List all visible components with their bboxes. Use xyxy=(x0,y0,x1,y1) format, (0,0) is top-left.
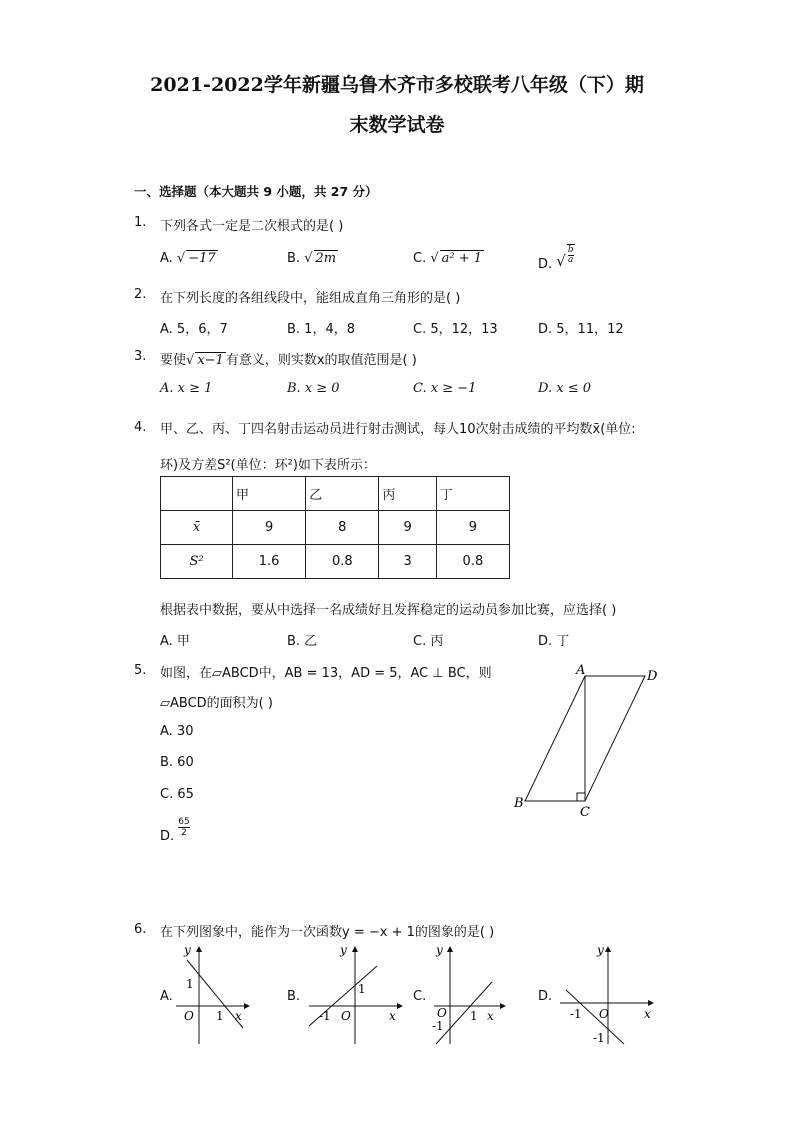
q1-a-label: A. xyxy=(160,251,173,266)
q1-number: 1. xyxy=(134,215,147,230)
graph-b xyxy=(305,938,405,1048)
q1-d-fraction xyxy=(567,244,575,265)
q1-d-label: D. xyxy=(538,257,553,272)
q1-c-label: C. xyxy=(413,251,427,266)
x-axis-label: x xyxy=(487,1009,494,1023)
radical-sign: √ xyxy=(430,251,439,266)
q5-number: 5. xyxy=(134,663,147,678)
tick-label: -1 xyxy=(570,1007,582,1021)
q5-d-fraction xyxy=(178,817,189,838)
table-cell: 0.8 xyxy=(306,545,379,579)
y-axis-arrow xyxy=(605,946,611,952)
table-header-cell: 乙 xyxy=(306,477,379,511)
x-axis-label: x xyxy=(389,1009,396,1023)
tick-label: 1 xyxy=(358,982,366,996)
q1-option-a xyxy=(160,250,218,266)
q4-stem-line2: 环)及方差S²(单位：环²)如下表所示： xyxy=(160,458,376,473)
tick-label: -1 xyxy=(593,1031,605,1045)
q3-option-b: B. x ≥ 0 xyxy=(287,381,340,396)
q2-stem: 在下列长度的各组线段中，能组成直角三角形的是( ) xyxy=(160,291,461,306)
y-axis-arrow xyxy=(352,946,358,952)
q1-b-radicand: 2m xyxy=(315,251,337,266)
origin-label: O xyxy=(437,1006,447,1020)
q3-radicand: x−1 xyxy=(197,353,224,368)
vertex-label-b: B xyxy=(514,796,524,811)
q6-option-b-label: B. xyxy=(287,989,301,1004)
q1-c-radicand: a² + 1 xyxy=(441,251,483,266)
table-cell: 3 xyxy=(379,545,436,579)
table-cell: 9 xyxy=(379,511,436,545)
graph-c xyxy=(430,938,510,1048)
parallelogram-figure xyxy=(505,660,675,820)
vertex-label-d: D xyxy=(647,669,658,684)
tick-label: -1 xyxy=(432,1019,444,1033)
q5-d-denominator: 2 xyxy=(181,828,187,838)
tick-label: 1 xyxy=(216,1009,224,1023)
x-axis-label: x xyxy=(235,1009,242,1023)
q3-stem-pre: 要使 xyxy=(160,353,187,368)
q4-option-d: D. 丁 xyxy=(538,634,570,649)
q1-a-radicand: −17 xyxy=(188,251,216,266)
table-cell: 9 xyxy=(233,511,306,545)
q6-option-c-label: C. xyxy=(413,989,427,1004)
table-row-label: x̄ xyxy=(161,511,233,545)
table-cell: 9 xyxy=(436,511,509,545)
table-header-row xyxy=(161,477,510,511)
q4-option-a: A. 甲 xyxy=(160,634,190,649)
q1-option-b xyxy=(287,250,338,266)
x-axis-arrow xyxy=(500,1003,506,1009)
tick-label: -1 xyxy=(319,1009,331,1023)
q3-number: 3. xyxy=(134,349,147,364)
origin-label: O xyxy=(599,1007,609,1021)
graph-d xyxy=(556,938,656,1048)
y-axis-arrow xyxy=(196,946,202,952)
origin-label: O xyxy=(341,1009,351,1023)
x-axis-arrow xyxy=(397,1003,403,1009)
q1-stem: 下列各式一定是二次根式的是( ) xyxy=(160,219,344,234)
q4-option-b: B. 乙 xyxy=(287,634,318,649)
q2-number: 2. xyxy=(134,287,147,302)
y-axis-label: y xyxy=(184,943,191,957)
radical-sign: √ xyxy=(304,251,313,266)
page-title: 2021-2022学年新疆乌鲁木齐市多校联考八年级（下）期 xyxy=(150,74,644,96)
q5-stem-line2: ▱ABCD的面积为( ) xyxy=(160,696,273,711)
y-axis-label: y xyxy=(597,943,604,957)
q1-d-numerator: b xyxy=(567,245,574,255)
q3-stem xyxy=(160,349,417,368)
y-axis-arrow xyxy=(447,946,453,952)
table-cell: 1.6 xyxy=(233,545,306,579)
q5-d-numerator: 65 xyxy=(178,817,190,827)
x-axis-arrow xyxy=(244,1003,250,1009)
q2-option-b: B. 1，4，8 xyxy=(287,322,355,337)
x-axis-label: x xyxy=(644,1007,651,1021)
q6-option-a-label: A. xyxy=(160,989,173,1004)
section-heading: 一、选择题（本大题共 9 小题，共 27 分） xyxy=(134,184,378,199)
y-axis-label: y xyxy=(340,943,347,957)
q3-option-c: C. x ≥ −1 xyxy=(413,381,477,396)
q5-stem-line1: 如图，在▱ABCD中，AB = 13，AD = 5，AC ⊥ BC，则 xyxy=(160,666,492,681)
table-row-label: S² xyxy=(161,545,233,579)
table-row xyxy=(161,511,510,545)
q3-option-d: D. x ≤ 0 xyxy=(538,381,591,396)
q1-option-d xyxy=(538,244,575,272)
q5-option-c: C. 65 xyxy=(160,787,194,802)
q1-b-label: B. xyxy=(287,251,301,266)
q2-option-a: A. 5，6，7 xyxy=(160,322,228,337)
x-axis-arrow xyxy=(648,1000,654,1006)
q1-option-c xyxy=(413,250,484,266)
vertex-label-a: A xyxy=(576,663,586,678)
q6-option-d-label: D. xyxy=(538,989,553,1004)
q4-after-text: 根据表中数据，要从中选择一名成绩好且发挥稳定的运动员参加比赛，应选择( ) xyxy=(160,603,617,618)
q4-stem-line1: 甲、乙、丙、丁四名射击运动员进行射击测试，每人10次射击成绩的平均数x̄(单位: xyxy=(160,422,636,437)
table-cell: 8 xyxy=(306,511,379,545)
table-header-cell: 甲 xyxy=(233,477,306,511)
radical-sign: √ xyxy=(186,353,195,368)
q3-option-a: A. x ≥ 1 xyxy=(160,381,213,396)
table-row xyxy=(161,545,510,579)
table-cell: 0.8 xyxy=(436,545,509,579)
tick-label: 1 xyxy=(186,977,194,991)
page-title-line2: 末数学试卷 xyxy=(349,114,445,136)
q6-number: 6. xyxy=(134,922,147,937)
q6-stem: 在下列图象中，能作为一次函数y = −x + 1的图象的是( ) xyxy=(160,925,495,940)
q5-option-b: B. 60 xyxy=(160,755,194,770)
q2-option-c: C. 5，12，13 xyxy=(413,322,498,337)
q2-option-d: D. 5，11，12 xyxy=(538,322,624,337)
origin-label: O xyxy=(184,1009,194,1023)
q5-option-a: A. 30 xyxy=(160,724,194,739)
table-header-cell: 丙 xyxy=(379,477,436,511)
table-header-cell: 丁 xyxy=(436,477,509,511)
radical-sign: √ xyxy=(556,252,566,270)
q5-d-label: D. xyxy=(160,829,175,844)
tick-label: 1 xyxy=(470,1009,478,1023)
score-table xyxy=(160,476,510,579)
right-angle-mark xyxy=(577,793,585,801)
q3-stem-post: 有意义，则实数x的取值范围是( ) xyxy=(225,353,417,368)
q5-option-d xyxy=(160,817,190,844)
y-axis-label: y xyxy=(436,943,443,957)
radical-sign: √ xyxy=(176,251,186,266)
q4-number: 4. xyxy=(134,420,147,435)
q4-option-c: C. 丙 xyxy=(413,634,444,649)
q1-d-denominator: a xyxy=(568,255,574,265)
graph-a xyxy=(172,938,252,1048)
table-header-cell xyxy=(161,477,233,511)
vertex-label-c: C xyxy=(580,805,590,820)
